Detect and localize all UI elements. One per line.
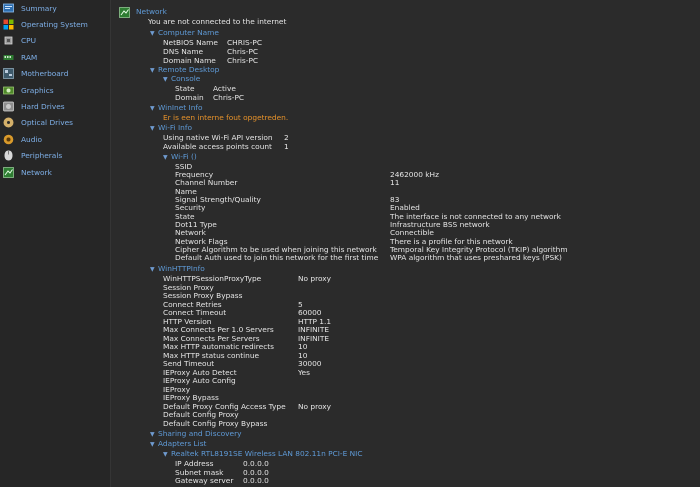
field-value: HTTP 1.1 <box>298 317 332 326</box>
section-wifi-info[interactable] <box>150 123 192 133</box>
sidebar-item-optical-drives[interactable] <box>0 115 110 131</box>
field-value: 1 <box>284 142 289 151</box>
field-value: 10 <box>298 351 308 360</box>
field-value: WPA algorithm that uses preshared keys (PSK) <box>390 253 562 262</box>
hard-drive-icon <box>3 101 14 112</box>
optical-drive-icon <box>3 117 14 128</box>
sidebar-item-ram[interactable] <box>0 49 110 65</box>
field-label: Connect Timeout <box>163 308 227 317</box>
sidebar-item-operating-system[interactable] <box>0 16 110 32</box>
ram-icon <box>3 52 14 63</box>
collapse-arrow-icon: ▼ <box>150 67 155 74</box>
field-value: Connectible <box>390 228 434 237</box>
windows-logo-icon <box>3 19 14 30</box>
cpu-icon <box>3 35 14 46</box>
section-sharing-and-discovery[interactable] <box>150 429 242 439</box>
section-title: Wi-Fi () <box>171 152 197 161</box>
section-title: Wi-Fi Info <box>158 123 192 132</box>
page-title: Network <box>136 7 167 16</box>
section-title: Adapters List <box>158 439 207 448</box>
section-computer-name[interactable] <box>150 28 219 38</box>
field-label: Channel Number <box>175 178 238 187</box>
field-value: INFINITE <box>298 325 330 334</box>
field-label: Max HTTP automatic redirects <box>163 342 275 351</box>
field-label: IEProxy Auto Config <box>163 376 236 385</box>
field-value: 11 <box>390 178 400 187</box>
field-value: 0.0.0.0 <box>243 459 269 468</box>
field-value: 83 <box>390 195 400 204</box>
field-label: Subnet mask <box>175 468 224 477</box>
section-title: Computer Name <box>158 28 219 37</box>
field-label: WinHTTPSessionProxyType <box>163 274 262 283</box>
field-value: Chris-PC <box>227 47 259 56</box>
field-label: State <box>175 84 195 93</box>
field-label: IP Address <box>175 459 214 468</box>
sidebar-item-label: Graphics <box>21 85 54 95</box>
sidebar-item-label: CPU <box>21 36 37 46</box>
field-value: 30000 <box>298 359 322 368</box>
field-label: DNS Name <box>163 47 204 56</box>
field-value: The interface is not connected to any network <box>390 212 561 221</box>
collapse-arrow-icon: ▼ <box>150 125 155 132</box>
section-title: Remote Desktop <box>158 65 220 74</box>
field-label: Default Proxy Config Access Type <box>163 402 286 411</box>
field-label: HTTP Version <box>163 317 212 326</box>
sidebar-item-label: Motherboard <box>21 69 69 79</box>
field-value: 10 <box>298 342 308 351</box>
field-label: Security <box>175 203 206 212</box>
adapter-item[interactable] <box>163 449 363 459</box>
section-wininet-info[interactable] <box>150 103 203 113</box>
section-title: Console <box>171 74 201 83</box>
collapse-arrow-icon: ▼ <box>150 105 155 112</box>
field-label: Signal Strength/Quality <box>175 195 261 204</box>
sidebar-item-label: Optical Drives <box>21 118 74 128</box>
field-value: Temporal Key Integrity Protocol (TKIP) algorithm <box>390 245 568 254</box>
connection-status: You are not connected to the internet <box>148 17 287 26</box>
field-label: Max Connects Per 1.0 Servers <box>163 325 274 334</box>
section-title: WinInet Info <box>158 103 203 112</box>
sidebar-item-network[interactable] <box>0 164 110 180</box>
field-value: 2462000 kHz <box>390 170 439 179</box>
field-label: Default Auth used to join this network for the first time <box>175 253 379 262</box>
field-value: No proxy <box>298 402 332 411</box>
field-label: IEProxy Bypass <box>163 393 219 402</box>
collapse-arrow-icon: ▼ <box>163 451 168 458</box>
peripherals-icon <box>3 150 14 161</box>
field-value: There is a profile for this network <box>390 237 513 246</box>
sidebar-item-cpu[interactable] <box>0 33 110 49</box>
section-adapters-list[interactable] <box>150 439 206 449</box>
field-value: No proxy <box>298 274 332 283</box>
sidebar-item-graphics[interactable] <box>0 82 110 98</box>
field-label: Frequency <box>175 170 214 179</box>
field-label: Domain <box>175 93 204 102</box>
sidebar-item-label: Summary <box>21 3 57 13</box>
field-value: INFINITE <box>298 334 330 343</box>
field-label: Network <box>175 228 206 237</box>
field-label: Gateway server <box>175 476 234 485</box>
sidebar-item-motherboard[interactable] <box>0 66 110 82</box>
field-label: Name <box>175 187 197 196</box>
adapter-name: Realtek RTL8191SE Wireless LAN 802.11n PCI-E NIC <box>171 449 363 458</box>
sidebar-item-label: Network <box>21 167 52 177</box>
field-label: Using native Wi-Fi API version <box>163 133 273 142</box>
summary-icon <box>3 3 14 14</box>
sidebar-item-label: Operating System <box>21 20 88 30</box>
sidebar-item-label: Audio <box>21 134 43 144</box>
field-label: Default Config Proxy <box>163 410 239 419</box>
sidebar-item-label: RAM <box>21 52 38 62</box>
field-value: Yes <box>298 368 310 377</box>
main-panel <box>111 0 700 487</box>
motherboard-icon <box>3 68 14 79</box>
field-value: Enabled <box>390 203 420 212</box>
collapse-arrow-icon: ▼ <box>150 441 155 448</box>
field-value: 0.0.0.0 <box>243 468 269 477</box>
field-value: 0.0.0.0 <box>243 476 269 485</box>
collapse-arrow-icon: ▼ <box>163 154 168 161</box>
field-label: IEProxy Auto Detect <box>163 368 237 377</box>
section-wifi-network[interactable] <box>163 152 197 162</box>
section-console[interactable] <box>163 74 200 84</box>
network-icon <box>119 7 130 18</box>
field-value: CHRIS-PC <box>227 38 263 47</box>
sidebar-item-summary[interactable] <box>0 0 110 16</box>
field-label: Available access points count <box>163 142 272 151</box>
sidebar-item-peripherals[interactable] <box>0 148 110 164</box>
section-winhttp-info[interactable] <box>150 264 205 274</box>
audio-icon <box>3 134 14 145</box>
field-value: Chris-PC <box>227 56 259 65</box>
collapse-arrow-icon: ▼ <box>163 76 168 83</box>
field-label: State <box>175 212 195 221</box>
error-message: Er is een interne fout opgetreden. <box>163 113 289 122</box>
section-title: Sharing and Discovery <box>158 429 242 438</box>
field-label: Dot11 Type <box>175 220 217 229</box>
field-value: Active <box>213 84 236 93</box>
sidebar <box>0 0 111 487</box>
sidebar-item-hard-drives[interactable] <box>0 98 110 114</box>
section-title: WinHTTPInfo <box>158 264 205 273</box>
field-label: Session Proxy <box>163 283 214 292</box>
network-icon <box>3 167 14 178</box>
field-value: Chris-PC <box>213 93 245 102</box>
field-label: Max HTTP status continue <box>163 351 260 360</box>
field-label: Connect Retries <box>163 300 222 309</box>
field-label: Domain Name <box>163 56 216 65</box>
collapse-arrow-icon: ▼ <box>150 431 155 438</box>
field-value: 60000 <box>298 308 322 317</box>
field-value: Infrastructure BSS network <box>390 220 490 229</box>
field-label: Send Timeout <box>163 359 215 368</box>
sidebar-item-label: Peripherals <box>21 151 63 161</box>
sidebar-item-audio[interactable] <box>0 131 110 147</box>
field-label: IEProxy <box>163 385 191 394</box>
field-label: NetBIOS Name <box>163 38 218 47</box>
field-value: 5 <box>298 300 303 309</box>
field-label: Cipher Algorithm to be used when joining this network <box>175 245 377 254</box>
field-label: SSID <box>175 162 193 171</box>
field-label: Default Config Proxy Bypass <box>163 419 268 428</box>
field-label: Session Proxy Bypass <box>163 291 243 300</box>
collapse-arrow-icon: ▼ <box>150 30 155 37</box>
field-label: Network Flags <box>175 237 228 246</box>
field-label: Max Connects Per Servers <box>163 334 260 343</box>
sidebar-item-label: Hard Drives <box>21 102 65 112</box>
graphics-icon <box>3 85 14 96</box>
field-value: 2 <box>284 133 289 142</box>
collapse-arrow-icon: ▼ <box>150 266 155 273</box>
